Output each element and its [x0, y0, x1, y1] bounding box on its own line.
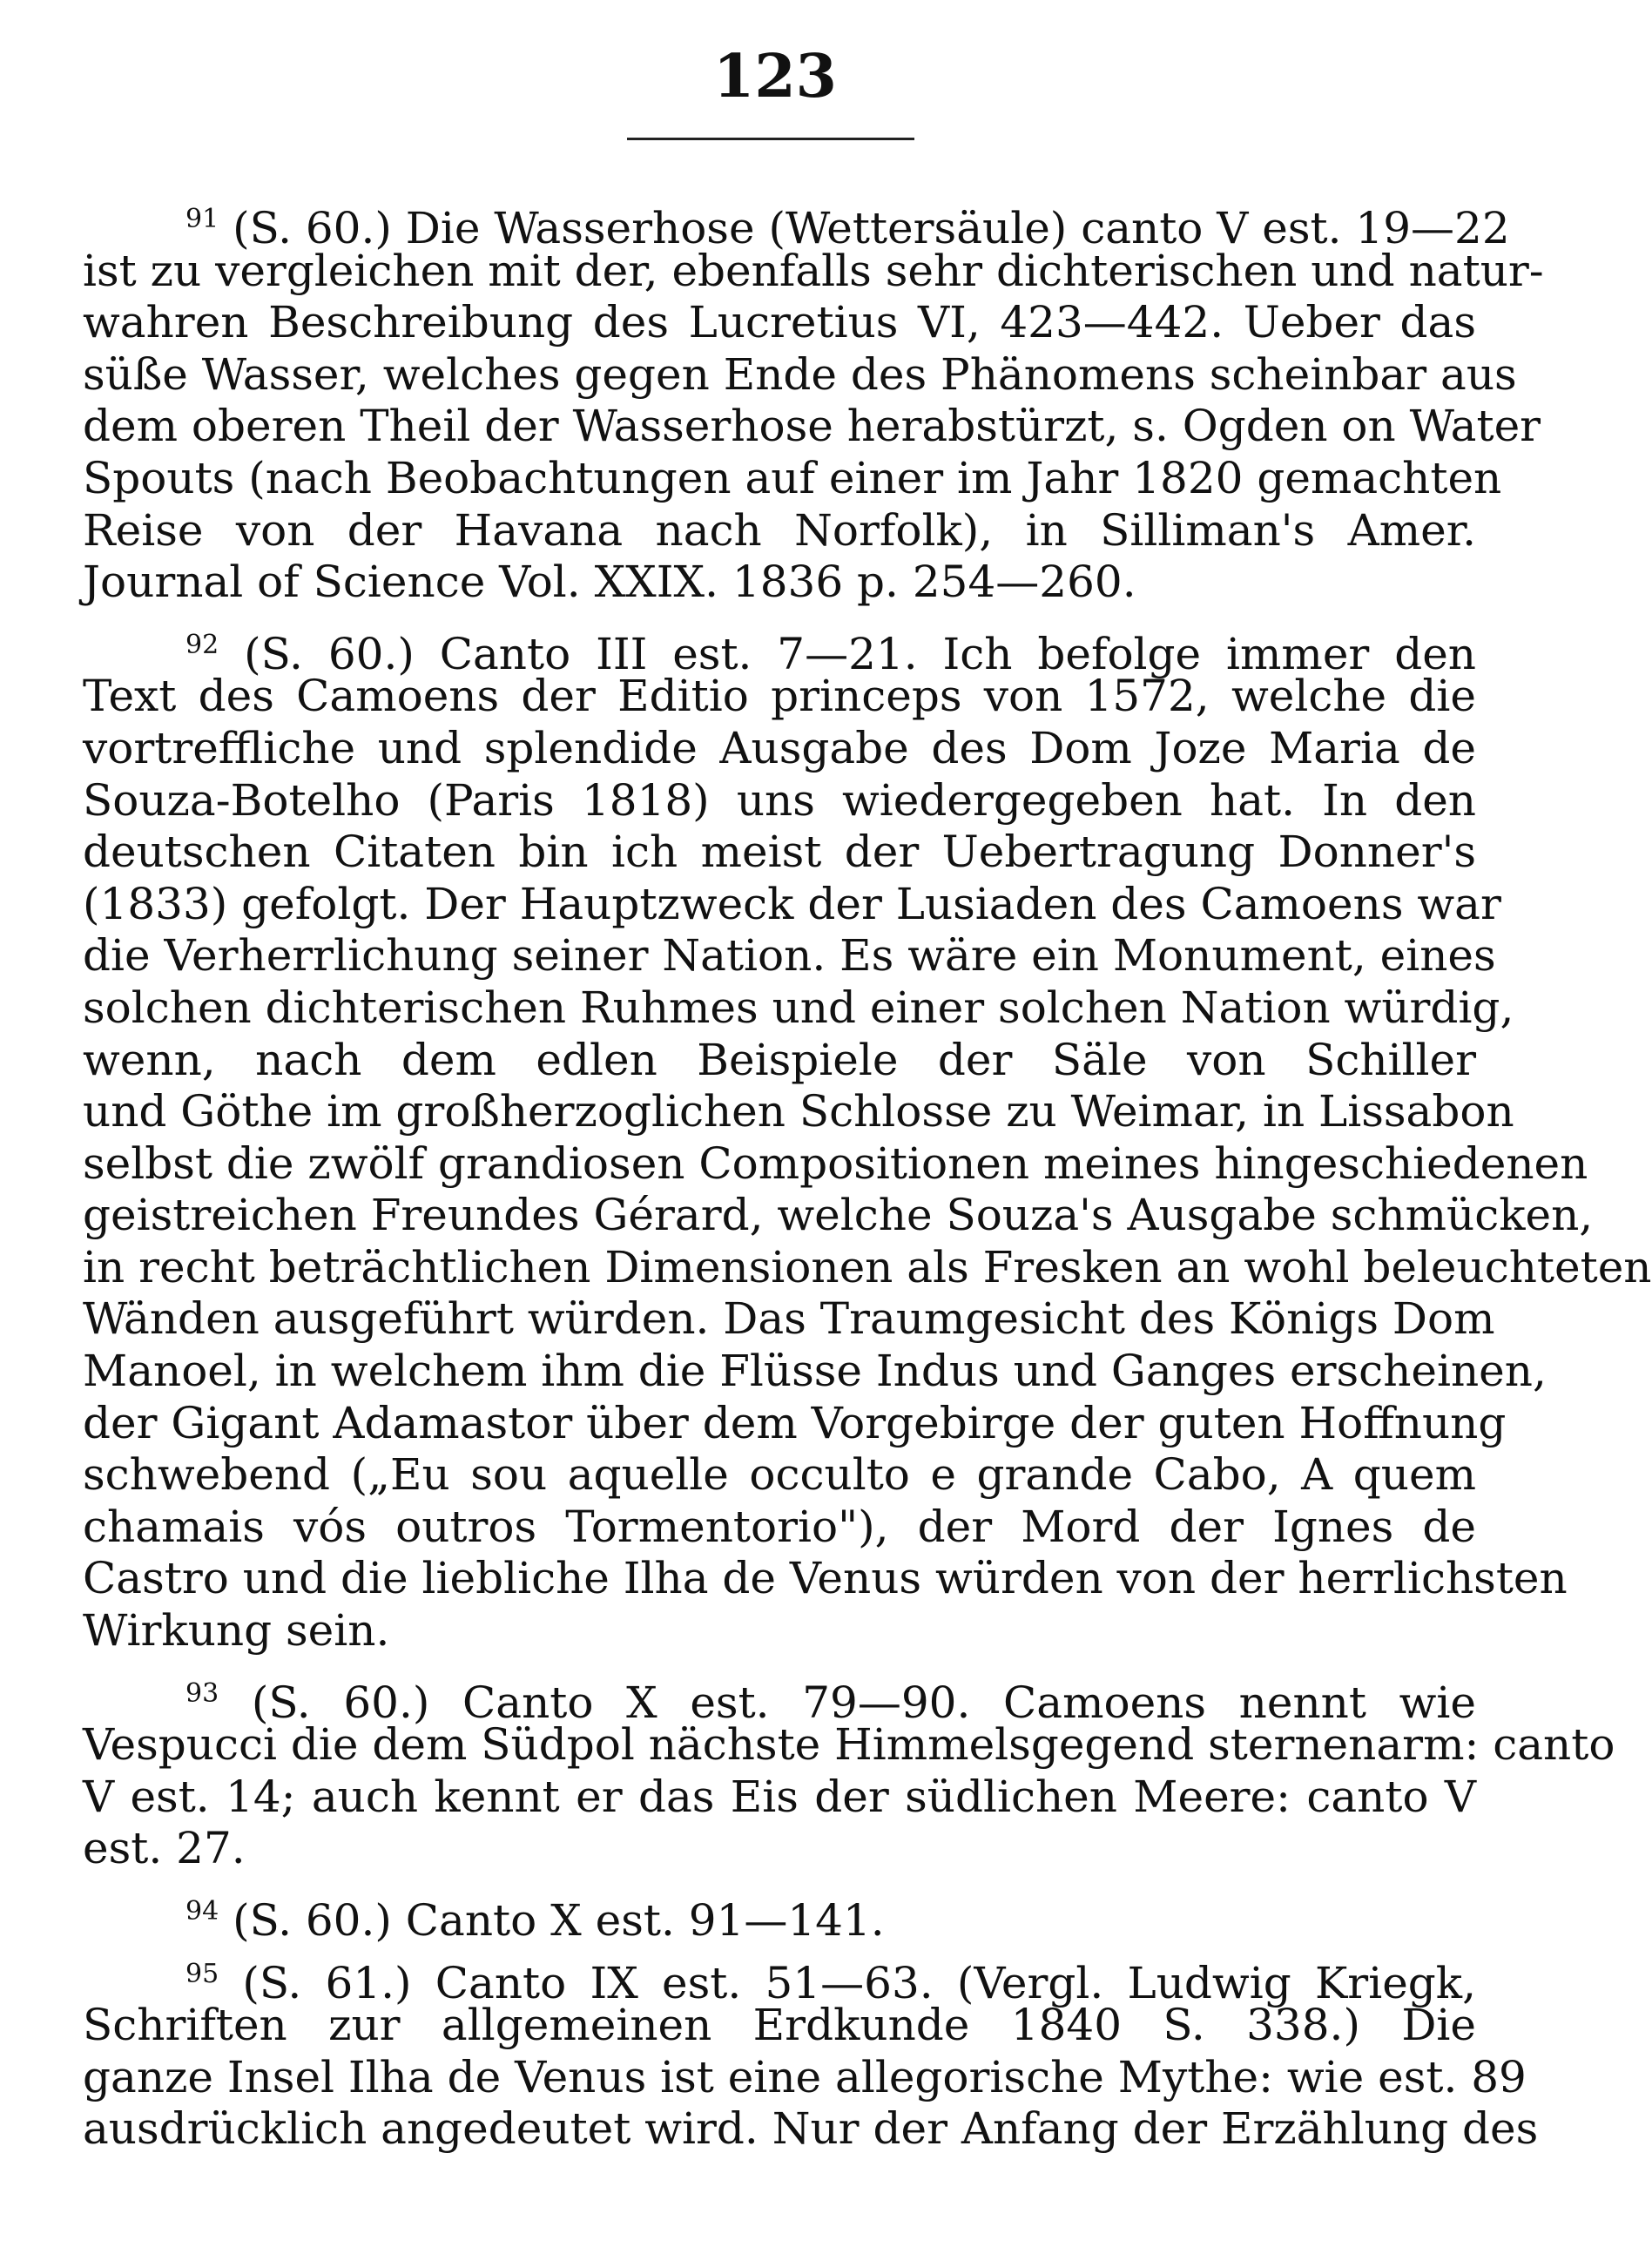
text-line	[83, 1346, 1547, 1398]
text-line	[83, 930, 1496, 982]
text-line	[83, 1137, 1588, 1191]
endnote-93	[83, 1668, 1615, 1875]
text-line	[83, 1886, 1476, 1946]
text-line	[83, 1035, 1476, 1087]
line-text: Schriften zur allgemeinen Erdkunde 1840 S. 338.) Die	[83, 2000, 1476, 2051]
line-text: (1833) gefolgt. Der Hauptzweck der Lusiaden des Camoens war	[83, 878, 1501, 929]
header-rule	[627, 138, 914, 140]
line-text: wahren Beschreibung des Lucretius VI, 423—442. Ueber das	[83, 297, 1476, 348]
line-text: Castro und die liebliche Ilha de Venus würden von der herrlichsten	[83, 1553, 1568, 1604]
line-text: solchen dichterischen Ruhmes und einer solchen Nation würdig,	[83, 982, 1514, 1033]
text-line	[83, 982, 1514, 1035]
line-text: ganze Insel Ilha de Venus ist eine allegorische Mythe: wie est. 89	[83, 2051, 1527, 2102]
line-text: deutschen Citaten bin ich meist der Uebertragung Donner's	[83, 827, 1476, 878]
endnote-92	[83, 619, 1652, 1657]
line-text: (S. 61.) Canto IX est. 51—63. (Vergl. Ludwig Kriegk,	[242, 1957, 1476, 2008]
endnotes-text	[83, 193, 1652, 2156]
text-line	[83, 452, 1502, 505]
text-line	[83, 1190, 1594, 1242]
text-line	[83, 193, 1510, 253]
line-text: (S. 60.) Die Wasserhose (Wettersäule) canto V est. 19—22	[233, 203, 1510, 253]
text-line	[83, 671, 1476, 723]
line-text: chamais vós outros Tormentorio"), der Mord der Ignes de	[83, 1501, 1476, 1552]
text-line	[83, 619, 1476, 679]
text-line	[83, 348, 1517, 402]
line-text: (S. 60.) Canto X est. 79—90. Camoens nennt wie	[251, 1677, 1476, 1728]
text-line	[83, 775, 1476, 827]
text-line	[83, 505, 1476, 557]
text-line	[83, 1449, 1476, 1502]
note-number: 94	[185, 1896, 219, 1927]
line-text: (S. 60.) Canto X est. 91—141.	[233, 1895, 885, 1946]
text-line	[83, 245, 1544, 298]
line-text: wenn, nach dem edlen Beispiele der Säle von Schiller	[83, 1034, 1476, 1085]
text-line	[83, 557, 1476, 609]
text-line	[83, 1086, 1514, 1138]
line-text: Text des Camoens der Editio princeps von 1572, welche die	[83, 671, 1476, 722]
endnote-95	[83, 1948, 1539, 2156]
text-line	[83, 2103, 1539, 2156]
page-number: 123	[713, 42, 837, 111]
endnote-91	[83, 193, 1544, 609]
text-line	[83, 1605, 1476, 1657]
line-text: ist zu vergleichen mit der, ebenfalls sehr dichterischen und natur-	[83, 245, 1544, 296]
text-line	[83, 1948, 1476, 2008]
line-text: süße Wasser, welches gegen Ende des Phänomens scheinbar aus	[83, 348, 1517, 400]
text-line	[83, 1397, 1507, 1450]
line-text: Souza-Botelho (Paris 1818) uns wiedergegeben hat. In den	[83, 774, 1476, 826]
endnote-94	[83, 1886, 1476, 1946]
line-text: und Göthe im großherzoglichen Schlosse zu Weimar, in Lissabon	[83, 1086, 1514, 1137]
line-text: der Gigant Adamastor über dem Vorgebirge der guten Hoffnung	[83, 1397, 1507, 1448]
line-text: die Verherrlichung seiner Nation. Es wäre ein Monument, eines	[83, 930, 1496, 982]
text-line	[83, 297, 1476, 349]
note-number: 92	[185, 629, 219, 660]
line-text: V est. 14; auch kennt er das Eis der südlichen Meere: canto V	[83, 1771, 1476, 1822]
text-line	[83, 1241, 1652, 1294]
note-number: 95	[185, 1958, 219, 1989]
text-line	[83, 1502, 1476, 1554]
line-text: schwebend („Eu sou aquelle occulto e grande Cabo, A quem	[83, 1449, 1476, 1501]
line-text: (S. 60.) Canto III est. 7—21. Ich befolge immer den	[244, 628, 1476, 679]
line-text: Journal of Science Vol. XXIX. 1836 p. 254—260.	[83, 557, 1136, 608]
text-line	[83, 1719, 1615, 1771]
line-text: selbst die zwölf grandiosen Compositionen meines hingeschiedenen	[83, 1137, 1588, 1189]
line-text: ausdrücklich angedeutet wird. Nur der Anfang der Erzählung des	[83, 2103, 1539, 2155]
line-text: vortreffliche und splendide Ausgabe des Dom Joze Maria de	[83, 722, 1476, 773]
line-text: in recht beträchtlichen Dimensionen als Fresken an wohl beleuchteten	[83, 1241, 1652, 1292]
text-line	[83, 1771, 1476, 1824]
line-text: Wirkung sein.	[83, 1605, 390, 1657]
line-text: geistreichen Freundes Gérard, welche Souza's Ausgabe schmücken,	[83, 1190, 1594, 1241]
line-text: Vespucci die dem Südpol nächste Himmelsgegend sternenarm: canto	[83, 1719, 1615, 1771]
note-number: 91	[185, 204, 219, 234]
text-line	[83, 723, 1476, 775]
text-line	[83, 2051, 1527, 2104]
line-text: est. 27.	[83, 1823, 246, 1874]
line-text: dem oberen Theil der Wasserhose herabstürzt, s. Ogden on Water	[83, 401, 1541, 452]
text-line	[83, 1553, 1568, 1605]
line-text: Reise von der Havana nach Norfolk), in Silliman's Amer.	[83, 504, 1476, 556]
text-line	[83, 827, 1476, 879]
line-text: Spouts (nach Beobachtungen auf einer im Jahr 1820 gemachten	[83, 452, 1502, 503]
line-text: Wänden ausgeführt würden. Das Traumgesicht des Königs Dom	[83, 1293, 1495, 1345]
note-number: 93	[185, 1677, 219, 1709]
text-line	[83, 1668, 1476, 1728]
text-line	[83, 878, 1501, 931]
text-line	[83, 1293, 1495, 1346]
line-text: Manoel, in welchem ihm die Flüsse Indus und Ganges erscheinen,	[83, 1346, 1547, 1397]
text-line	[83, 401, 1541, 453]
text-line	[83, 1823, 1476, 1875]
text-line	[83, 2000, 1476, 2052]
